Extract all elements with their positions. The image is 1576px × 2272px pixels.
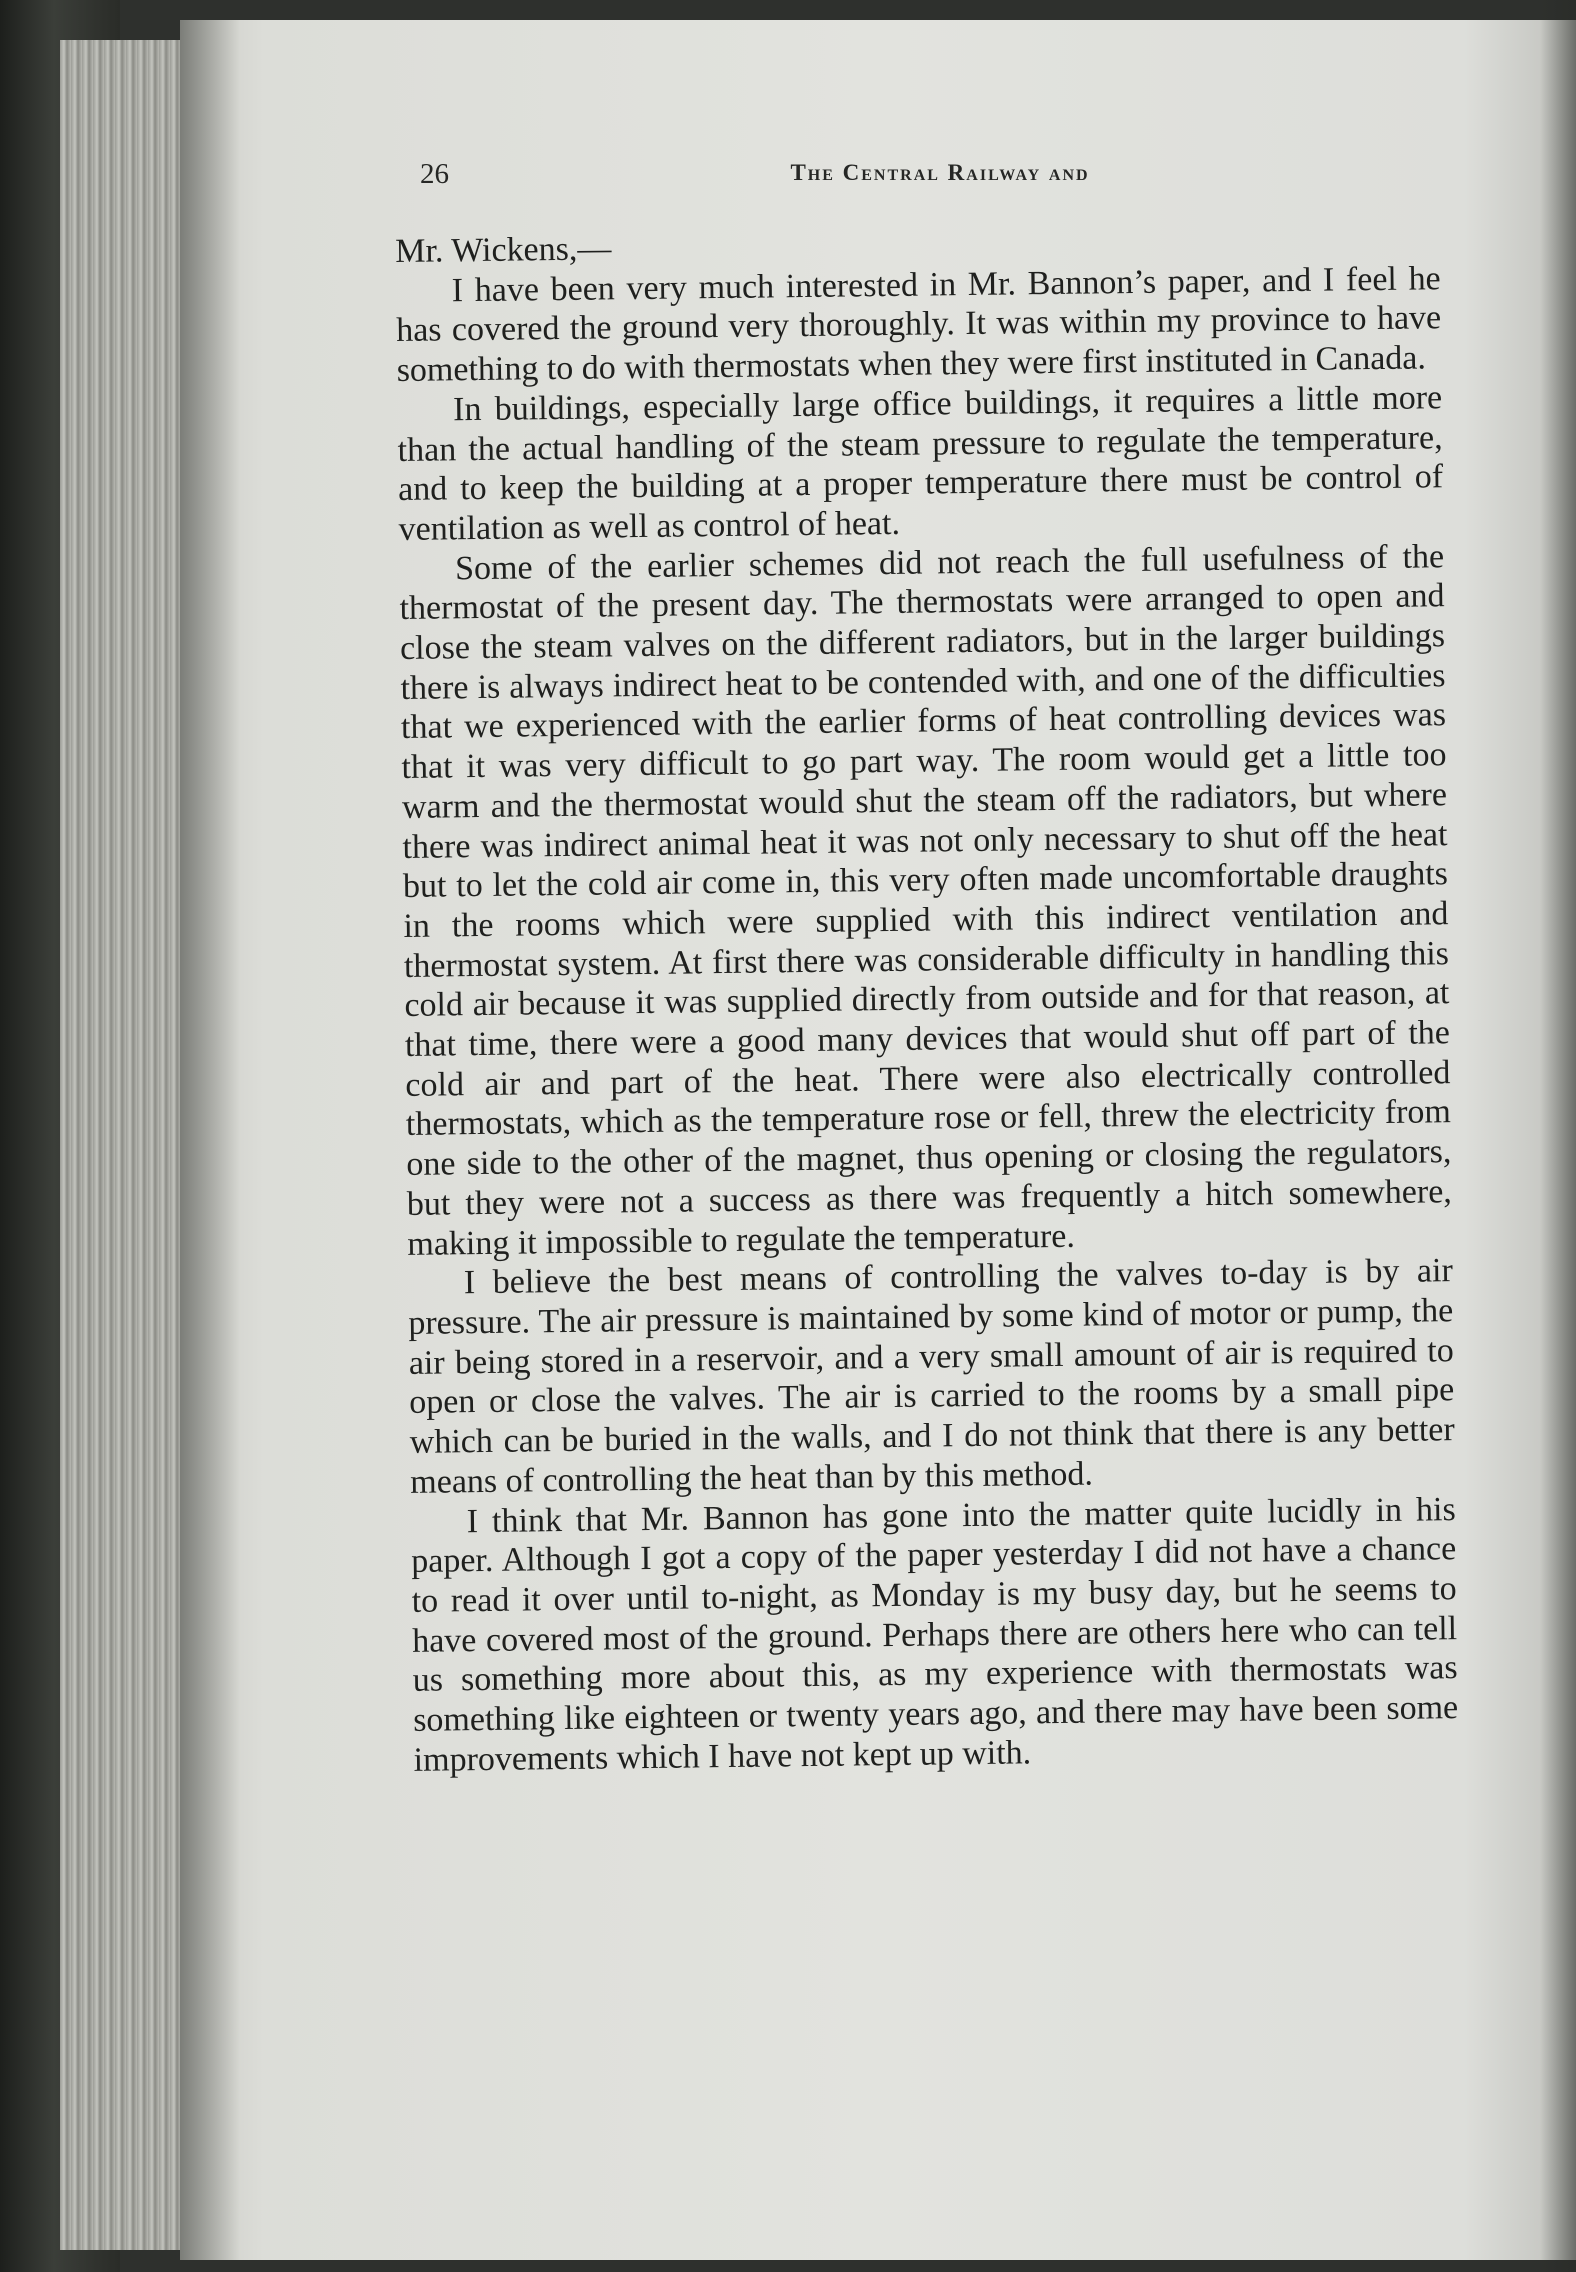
paragraph: In buildings, especially large office buildings, it requires a little more than the actual handling of the steam pressure to regulate the temperature, and to keep the building at a proper temperature there must be control of ventilation as well as control of heat. [397,379,1444,548]
body-text [395,219,1459,1780]
running-head: The Central Railway and [790,160,1090,185]
salutation: Mr. Wickens,— [395,230,612,270]
paragraph: I believe the best means of controlling the valves to-day is by air pressure. The air pressure is maintained by some kind of motor or pump, the air being stored in a reservoir, and a very small amount of air is required to open or close the valves. The air is carried to the rooms by a small pipe which can be buried in the walls, and I do not think that there is any better means of controlling the heat than by this method. [408,1252,1455,1501]
paragraph: I have been very much interested in Mr. Bannon’s paper, and I feel he has covered the ground very thoroughly. It was within my province to have something to do with thermostats when they were first instituted in Canada. [395,259,1442,390]
gutter-shadow [180,20,240,2260]
page-right-edge [1540,0,1576,2272]
page-number: 26 [420,158,449,190]
paragraph: I think that Mr. Bannon has gone into the matter quite lucidly in his paper. Although I got a copy of the paper yesterday I did not have a chance to read it over until to-night, as Monday is my busy day, but he seems to have covered most of the ground. Perhaps there are others here who can tell us something more about this, as my experience with thermostats was something like eighteen or twenty years ago, and there may have been some improvements which I have not kept up with. [411,1490,1459,1779]
page-header [420,150,1460,196]
paragraph: Some of the earlier schemes did not reach the full usefulness of the thermostat of the present day. The thermostats were arranged to open and close the steam valves on the different radiators, but in the larger buildings there is always indirect heat to be contended with, and one of the difficulties that we experienced with the earlier forms of heat controlling devices was that it was very difficult to go part way. The room would get a little too warm and the thermostat would shut the steam off the radiators, but where there was indirect animal heat it was not only necessary to shut off the heat but to let the cold air come in, this very often made uncomfortable draughts in the rooms which were supplied with this indirect ventilation and thermostat system. At first there was considerable difficulty in handling this cold air because it was supplied directly from outside and for that reason, at that time, there were a good many devices that would shut off part of the cold air and part of the heat. There were also electrically controlled thermostats, which as the temperature rose or fell, threw the electricity from one side to the other of the magnet, thus opening or closing the regulators, but they were not a success as there was frequently a hitch somewhere, making it impossible to regulate the temperature. [399,537,1453,1263]
